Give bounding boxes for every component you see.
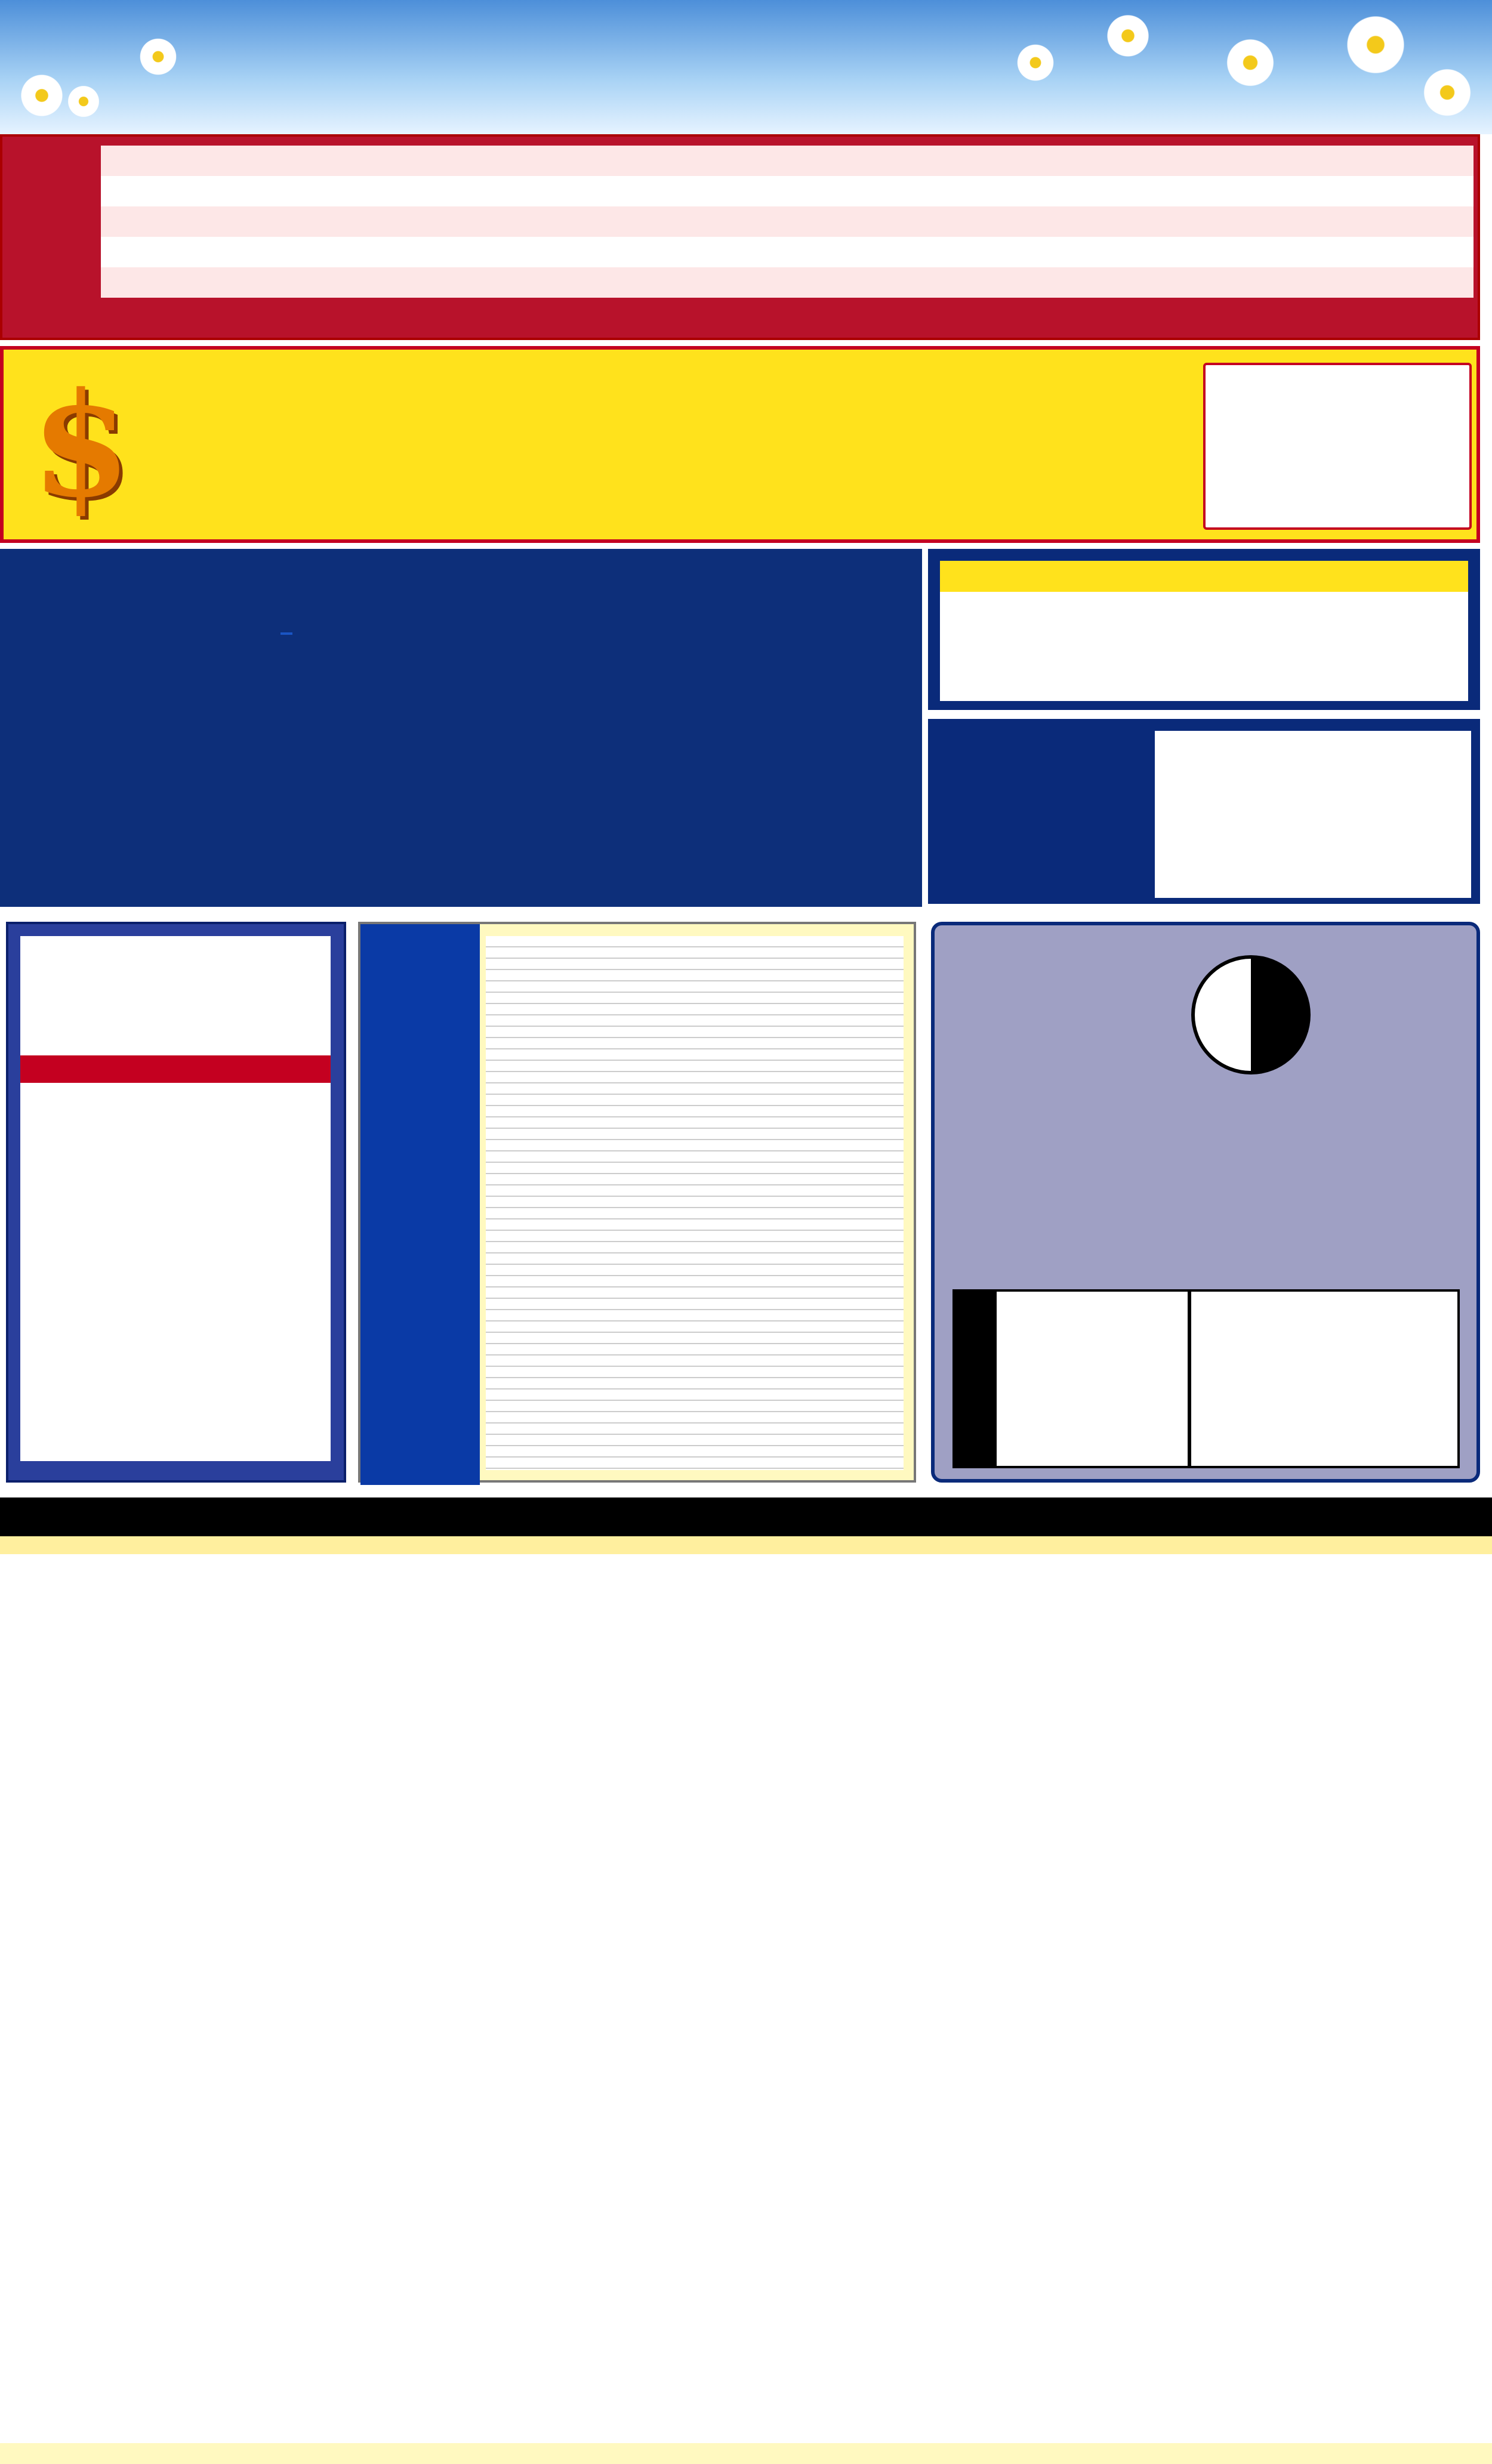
sister-text [44,1103,319,1461]
sister-subtitle [20,1055,331,1083]
special-chase-panel [0,346,1480,543]
trend-header [0,1536,1492,1554]
zone-chart [0,134,1480,340]
analysis-panel [0,549,922,907]
hot-numbers-panel [928,549,1480,710]
hot-numbers-inner [940,561,1468,701]
zone-legend [7,141,100,297]
header-banner [0,0,1492,134]
hot-title [940,561,1468,592]
recent-label [955,1292,997,1466]
index-line-chart [486,936,904,1470]
trend-table [0,1497,1492,2464]
trend-footer [0,2443,1492,2464]
tema-recent [952,1289,1460,1468]
dollar-icon: $ [31,361,131,529]
index-sidebar [360,924,480,1485]
yin-yang-icon [1191,955,1311,1074]
color-grid-balls [1155,731,1471,898]
zone-periods [101,301,1473,338]
index-panel [358,922,916,1483]
sister-panel [6,922,346,1483]
zone-bars [101,146,1473,298]
tema-panel [931,922,1480,1483]
chase-provide-box [1203,363,1472,530]
trend-body [0,1554,1492,2443]
analysis-subtitle [280,632,292,635]
trend-title [0,1497,1492,1536]
sister-inner [20,936,331,1461]
index-chart [486,936,904,1470]
color-grid-panel [928,719,1480,904]
